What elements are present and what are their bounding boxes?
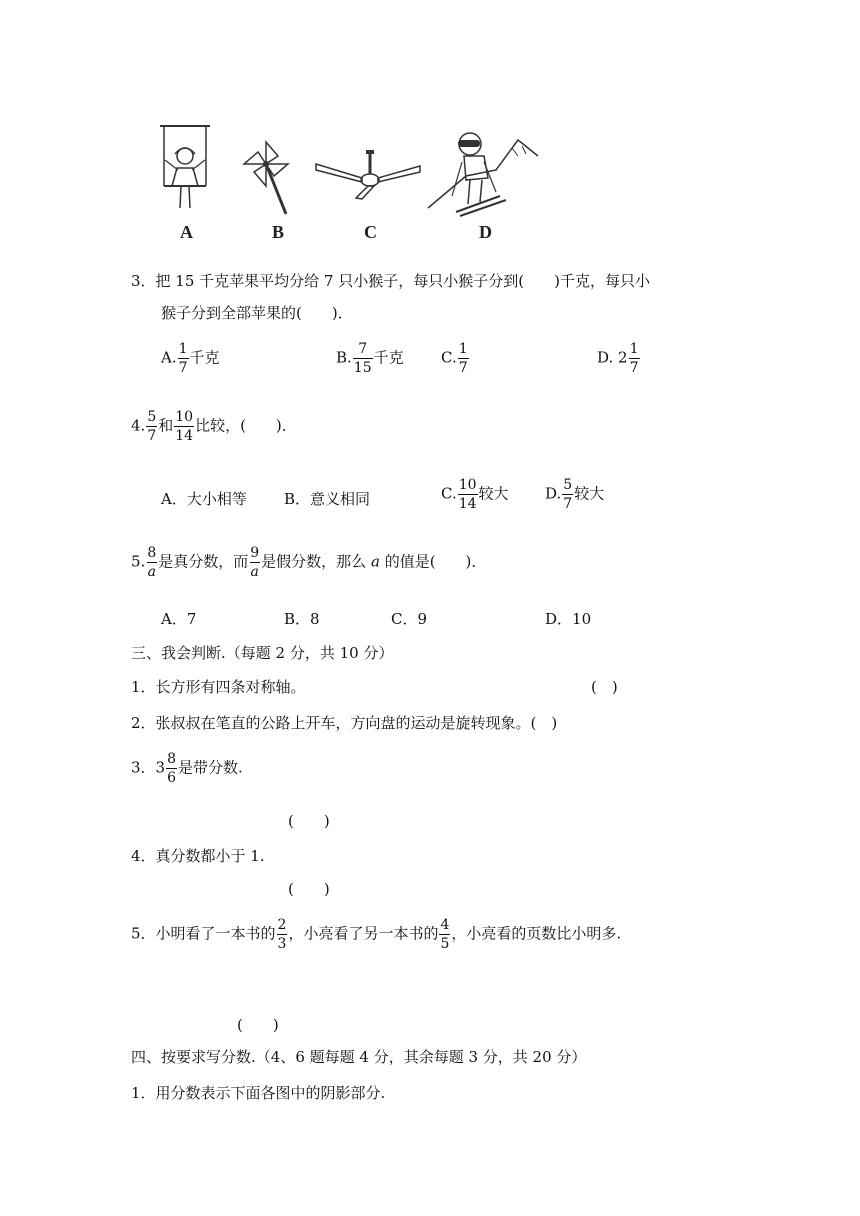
ceiling-fan-icon <box>312 150 422 200</box>
judge-1-answer[interactable]: ( ) <box>591 678 618 696</box>
swing-girl-icon <box>158 124 214 216</box>
q5-option-b[interactable]: B．8 <box>284 610 320 628</box>
judge-5-answer[interactable]: ( ) <box>237 1016 279 1034</box>
fraction: $\frac{5}{7}$ <box>563 477 573 512</box>
q5-option-c[interactable]: C．9 <box>391 610 428 628</box>
fraction: $\frac{9}{a}$ <box>250 545 260 580</box>
judge-1-text: 1．长方形有四条对称轴。 <box>131 678 306 696</box>
fraction: $\frac{10}{14}$ <box>175 409 194 444</box>
q5-option-d[interactable]: D．10 <box>545 610 592 628</box>
picture-label-a: A <box>180 222 193 242</box>
fraction: $\frac{1}{7}$ <box>458 341 468 376</box>
option-prefix: B. <box>336 348 352 367</box>
judge-5-text: 5．小明看了一本书的 $\frac{2}{3}$ ，小亮看了另一本书的 $\frac{4}{5}$ ，小亮看的页数比小明多. <box>131 917 622 952</box>
fraction: $\frac{7}{15}$ <box>353 341 372 376</box>
judge-3-text: 3．3 $\frac{8}{6}$ 是带分数. <box>131 751 243 786</box>
fraction: $\frac{1}{7}$ <box>178 341 188 376</box>
q4-option-c[interactable]: C. $\frac{10}{14}$ 较大 <box>441 477 509 512</box>
section4-q1: 1．用分数表示下面各图中的阴影部分. <box>131 1084 386 1102</box>
section4-title: 四、按要求写分数.（4、6 题每题 4 分，其余每题 3 分，共 20 分） <box>131 1048 587 1066</box>
fraction: $\frac{1}{7}$ <box>629 341 639 376</box>
q5-stem: 5. $\frac{8}{a}$ 是真分数，而 $\frac{9}{a}$ 是假分数，那么 a 的值是( )． <box>131 545 487 580</box>
q3-option-a[interactable] <box>161 342 220 375</box>
q4-option-d[interactable]: D. $\frac{5}{7}$ 较大 <box>545 477 605 512</box>
section3-title: 三、我会判断.（每题 2 分，共 10 分） <box>131 644 394 662</box>
fraction: $\frac{2}{3}$ <box>277 917 287 952</box>
fraction: $\frac{8}{6}$ <box>167 751 177 786</box>
judge-2-text: 2．张叔叔在笔直的公路上开车，方向盘的运动是旋转现象。( ) <box>131 714 558 732</box>
q3-option-b[interactable] <box>336 342 404 375</box>
fraction: $\frac{4}{5}$ <box>440 917 450 952</box>
picture-label-d: D <box>479 222 492 242</box>
option-suffix: 千克 <box>373 348 404 367</box>
fraction: $\frac{8}{a}$ <box>147 545 157 580</box>
fraction: $\frac{10}{14}$ <box>458 477 477 512</box>
q3-option-c[interactable] <box>441 342 470 375</box>
option-suffix: 千克 <box>189 348 220 367</box>
option-prefix: C. <box>441 348 457 367</box>
fraction: $\frac{5}{7}$ <box>147 409 157 444</box>
judge-4-text: 4．真分数都小于 1. <box>131 847 265 865</box>
judge-3-answer[interactable]: ( ) <box>288 812 330 830</box>
q3-option-d[interactable] <box>597 342 641 375</box>
skier-icon <box>426 126 540 218</box>
judge-4-answer[interactable]: ( ) <box>288 880 330 898</box>
q5-option-a[interactable]: A．7 <box>161 610 197 628</box>
pinwheel-icon <box>238 138 304 216</box>
picture-label-b: B <box>272 222 285 242</box>
q4-option-b[interactable]: B．意义相同 <box>284 490 371 508</box>
q4-stem: 4. $\frac{5}{7}$ 和 $\frac{10}{14}$ 比较，( )． <box>131 409 297 444</box>
q4-option-a[interactable]: A．大小相等 <box>161 490 247 508</box>
option-prefix: D. 2 <box>597 348 628 367</box>
q3-line1: 3．把 15 千克苹果平均分给 7 只小猴子，每只小猴子分到( )千克，每只小 <box>131 272 650 290</box>
q3-line2: 猴子分到全部苹果的( )． <box>161 304 353 322</box>
option-prefix: A. <box>161 348 177 367</box>
picture-label-c: C <box>364 222 377 242</box>
